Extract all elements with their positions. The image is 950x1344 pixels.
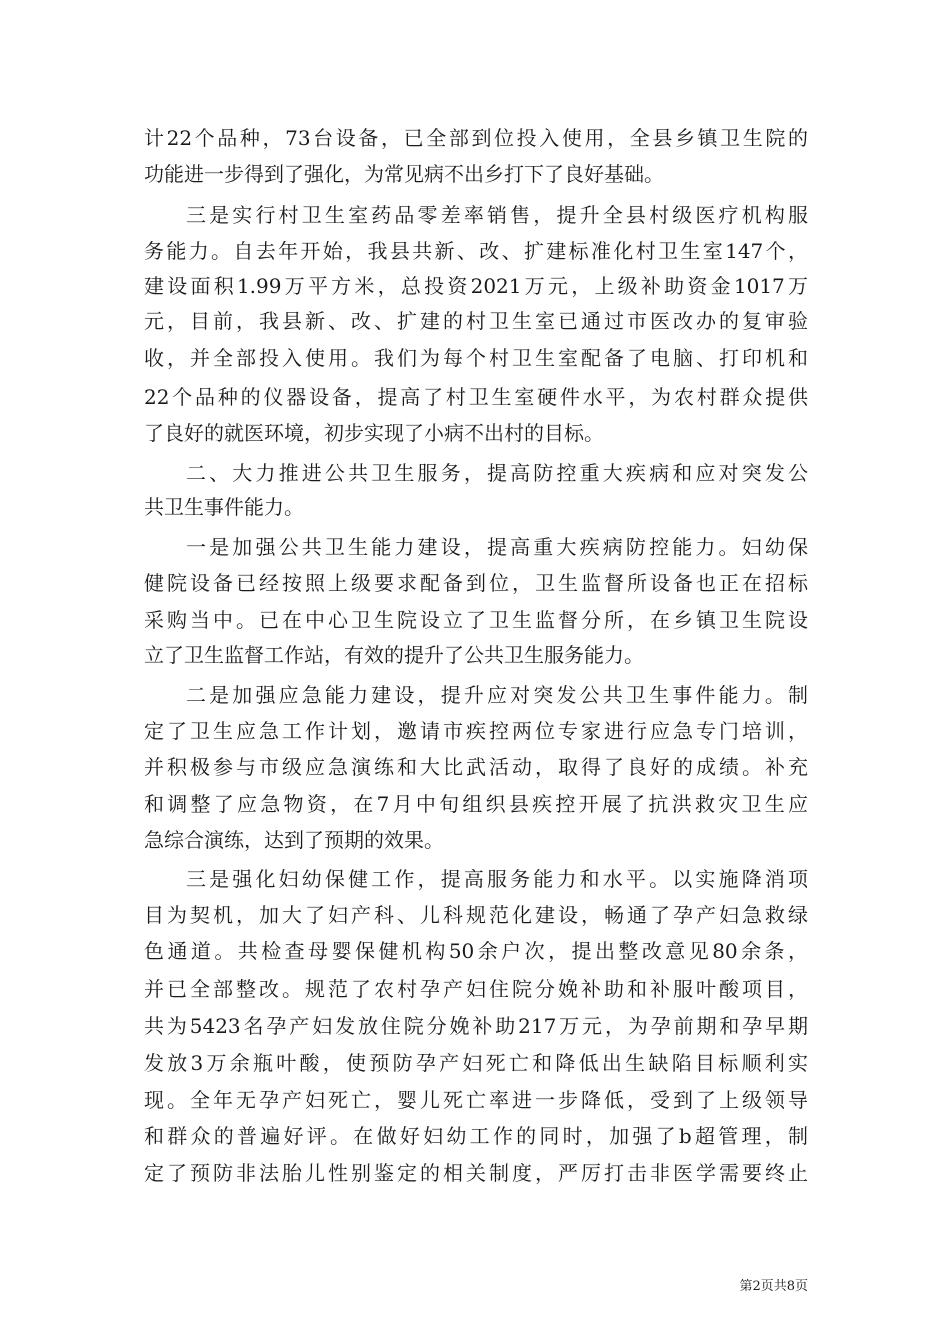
- page-number: 第2页共8页: [739, 1279, 808, 1294]
- text-line: 现。全年无孕产妇死亡，婴儿死亡率进一步降低，受到了上级领导: [144, 1088, 808, 1112]
- text-line: 了良好的就医环境，初步实现了小病不出村的目标。: [144, 421, 604, 445]
- text-line: 建设面积1.99万平方米，总投资2021万元，上级补助资金1017万: [144, 274, 808, 298]
- text-line: 和调整了应急物资，在7月中旬组织县疾控开展了抗洪救灾卫生应: [144, 792, 808, 816]
- text-line: 元，目前，我县新、改、扩建的村卫生室已通过市医改办的复审验: [144, 309, 808, 333]
- text-line: 功能进一步得到了强化，为常见病不出乡打下了良好基础。: [144, 162, 664, 186]
- text-line: 采购当中。已在中心卫生院设立了卫生监督分所，在乡镇卫生院设: [144, 608, 808, 632]
- text-line: 共卫生事件能力。: [144, 495, 304, 519]
- text-line: 二是加强应急能力建设，提升应对突发公共卫生事件能力。制: [186, 683, 808, 707]
- text-line: 计22个品种，73台设备，已全部到位投入使用，全县乡镇卫生院的: [144, 126, 808, 150]
- text-line: 健院设备已经按照上级要求配备到位，卫生监督所设备也正在招标: [144, 571, 808, 595]
- text-line: 定了预防非法胎儿性别鉴定的相关制度，严厉打击非医学需要终止: [144, 1161, 808, 1185]
- text-line: 一是加强公共卫生能力建设，提高重大疾病防控能力。妇幼保: [186, 535, 808, 559]
- text-line: 目为契机，加大了妇产科、儿科规范化建设，畅通了孕产妇急救绿: [144, 903, 808, 927]
- text-line: 和群众的普遍好评。在做好妇幼工作的同时，加强了b超管理，制: [144, 1124, 808, 1148]
- text-line: 发放3万余瓶叶酸，使预防孕产妇死亡和降低出生缺陷目标顺利实: [144, 1051, 808, 1075]
- text-line: 立了卫生监督工作站，有效的提升了公共卫生服务能力。: [144, 643, 644, 667]
- text-line: 急综合演练，达到了预期的效果。: [144, 828, 444, 852]
- text-line: 并积极参与市级应急演练和大比武活动，取得了良好的成绩。补充: [144, 755, 808, 779]
- text-line: 二、大力推进公共卫生服务，提高防控重大疾病和应对突发公: [186, 461, 808, 485]
- text-line: 收，并全部投入使用。我们为每个村卫生室配备了电脑、打印机和: [144, 346, 808, 370]
- text-line: 色通道。共检查母婴保健机构50余户次，提出整改意见80余条，: [144, 939, 808, 963]
- text-line: 定了卫生应急工作计划，邀请市疾控两位专家进行应急专门培训，: [144, 719, 808, 743]
- text-line: 22个品种的仪器设备，提高了村卫生室硬件水平，为农村群众提供: [144, 385, 808, 409]
- text-line: 三是强化妇幼保健工作，提高服务能力和水平。以实施降消项: [186, 867, 808, 891]
- text-line: 共为5423名孕产妇发放住院分娩补助217万元，为孕前期和孕早期: [144, 1014, 808, 1038]
- text-line: 务能力。自去年开始，我县共新、改、扩建标准化村卫生室147个，: [144, 239, 808, 263]
- text-line: 并已全部整改。规范了农村孕产妇住院分娩补助和补服叶酸项目，: [144, 977, 808, 1001]
- text-line: 三是实行村卫生室药品零差率销售，提升全县村级医疗机构服: [186, 203, 808, 227]
